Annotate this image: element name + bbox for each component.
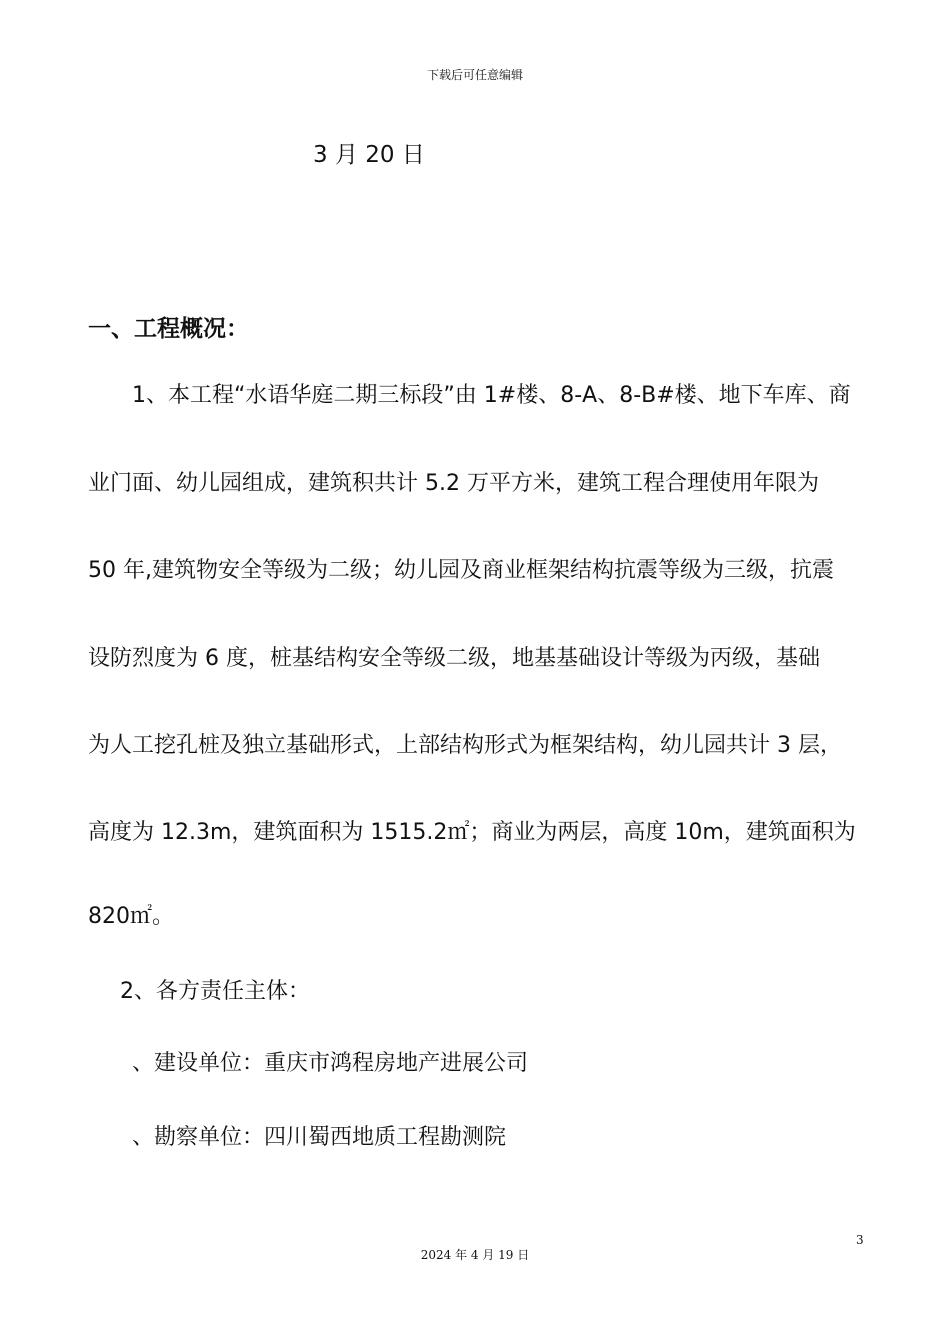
paragraph-line: 为人工挖孔桩及独立基础形式，上部结构形式为框架结构，幼儿园共计 3 层，: [88, 733, 842, 758]
document-date: 3 月 20 日: [313, 142, 425, 168]
paragraph-line: 业门面、幼儿园组成，建筑积共计 5.2 万平方米，建筑工程合理使用年限为: [88, 471, 819, 496]
paragraph-line: 820㎡。: [88, 904, 174, 929]
page-number: 3: [856, 1233, 864, 1247]
page-header-note: 下载后可任意编辑: [426, 68, 523, 82]
paragraph-line: 50 年,建筑物安全等级为二级；幼儿园及商业框架结构抗震等级为三级，抗震: [88, 558, 834, 583]
party-item-construction: 、建设单位：重庆市鸿程房地产进展公司: [132, 1051, 529, 1076]
responsibility-heading: 2、各方责任主体：: [120, 979, 310, 1004]
paragraph-line: 1、本工程“水语华庭二期三标段”由 1#楼、8-A、8-B#楼、地下车库、商: [132, 383, 851, 408]
paragraph-line: 高度为 12.3m，建筑面积为 1515.2㎡；商业为两层，高度 10m，建筑面积为: [88, 820, 856, 845]
party-item-survey: 、勘察单位：四川蜀西地质工程勘测院: [132, 1125, 507, 1150]
footer-date: 2024 年 4 月 19 日: [420, 1248, 530, 1262]
section-heading: 一、工程概况：: [88, 316, 249, 342]
paragraph-line: 设防烈度为 6 度，桩基结构安全等级二级，地基基础设计等级为丙级，基础: [88, 646, 820, 671]
